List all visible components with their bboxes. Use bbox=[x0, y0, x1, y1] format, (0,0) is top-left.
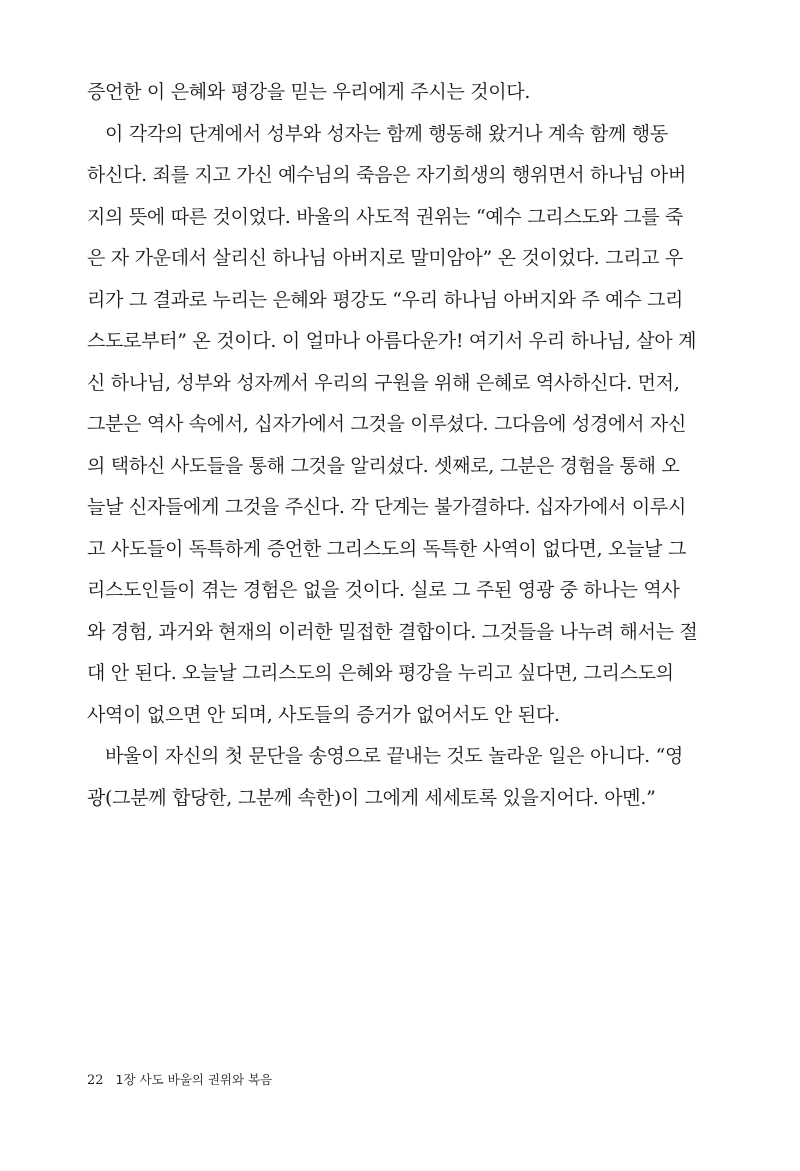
body-line: 지의 뜻에 따른 것이었다. 바울의 사도적 권위는 “예수 그리스도와 그를 죽 bbox=[87, 205, 684, 228]
body-line: 스도로부터” 온 것이다. 이 얼마나 아름다운가! 여기서 우리 하나님, 살아 계 bbox=[87, 330, 697, 352]
running-chapter-title: 1장 사도 바울의 권위와 복음 bbox=[115, 1072, 273, 1087]
page-body bbox=[87, 72, 710, 819]
body-line: 증언한 이 은혜와 평강을 믿는 우리에게 주시는 것이다. bbox=[87, 81, 531, 103]
body-line: 사역이 없으면 안 되며, 사도들의 증거가 없어서도 안 된다. bbox=[87, 703, 560, 726]
body-line: 은 자 가운데서 살리신 하나님 아버지로 말미암아” 온 것이었다. 그리고 우 bbox=[87, 247, 684, 269]
body-line: 하신다. 죄를 지고 가신 예수님의 죽음은 자기희생의 행위면서 하나님 아버 bbox=[87, 164, 687, 186]
body-line: 대 안 된다. 오늘날 그리스도의 은혜와 평강을 누리고 싶다면, 그리스도의 bbox=[87, 662, 674, 684]
body-line: 광(그분께 합당한, 그분께 속한)이 그에게 세세토록 있을지어다. 아멘.” bbox=[87, 786, 656, 809]
body-line: 늘날 신자들에게 그것을 주신다. 각 단계는 불가결하다. 십자가에서 이루시 bbox=[87, 496, 687, 518]
page-footer bbox=[87, 1070, 272, 1088]
body-line: 와 경험, 과거와 현재의 이러한 밀접한 결합이다. 그것들을 나누려 해서는 절 bbox=[87, 620, 698, 643]
body-line: 리스도인들이 겪는 경험은 없을 것이다. 실로 그 주된 영광 중 하나는 역사 bbox=[87, 579, 680, 601]
body-line: 리가 그 결과로 누리는 은혜와 평강도 “우리 하나님 아버지와 주 예수 그리 bbox=[87, 288, 684, 311]
body-line: 그분은 역사 속에서, 십자가에서 그것을 이루셨다. 그다음에 성경에서 자신 bbox=[87, 413, 687, 435]
body-line: 고 사도들이 독특하게 증언한 그리스도의 독특한 사역이 없다면, 오늘날 그 bbox=[87, 537, 687, 560]
paragraph-first-line: 이 각각의 단계에서 성부와 성자는 함께 행동해 왔거나 계속 함께 행동 bbox=[105, 122, 668, 145]
paragraph-first-line: 바울이 자신의 첫 문단을 송영으로 끝내는 것도 놀라운 일은 아니다. “영 bbox=[105, 745, 684, 767]
body-line: 의 택하신 사도들을 통해 그것을 알리셨다. 셋째로, 그분은 경험을 통해 오 bbox=[87, 454, 680, 477]
page-number: 22 bbox=[87, 1073, 104, 1088]
body-line: 신 하나님, 성부와 성자께서 우리의 구원을 위해 은혜로 역사하신다. 먼저, bbox=[87, 371, 680, 394]
